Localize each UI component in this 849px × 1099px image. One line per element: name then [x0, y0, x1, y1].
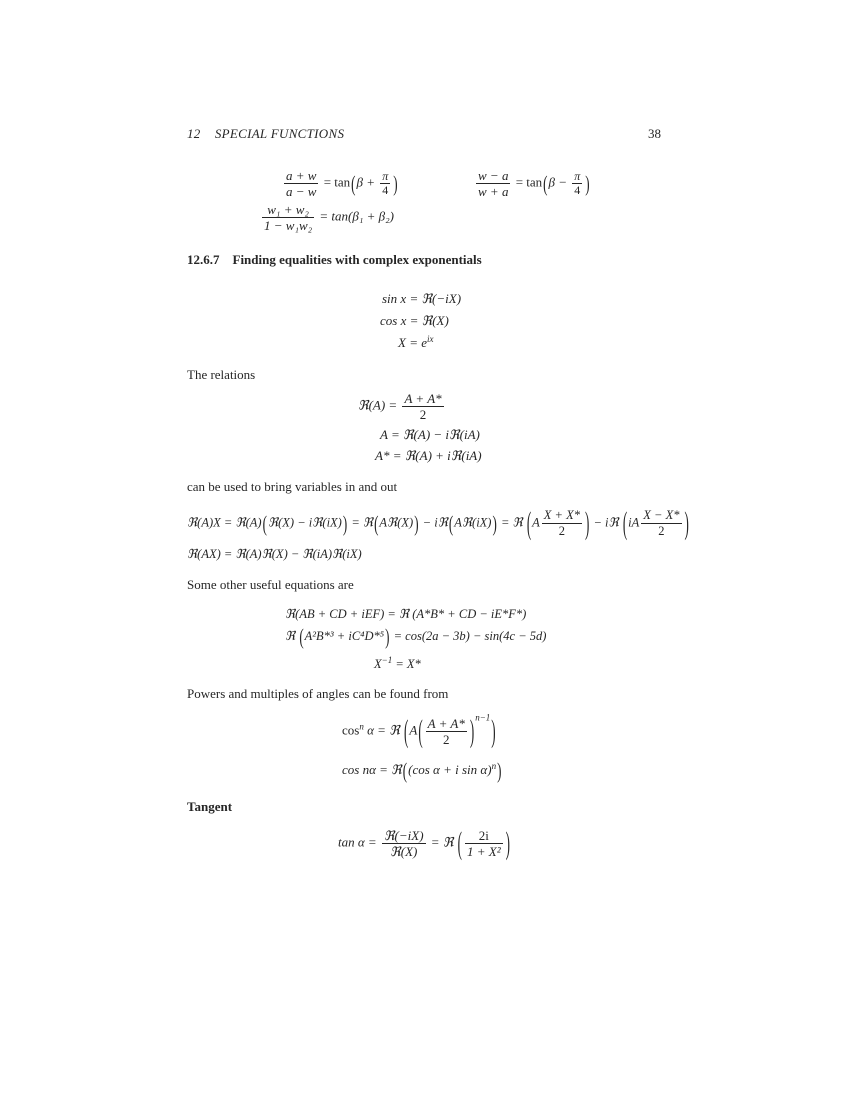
long-eq-part-g: = ℜ	[500, 515, 523, 530]
cos-power-denominator: 2	[443, 732, 450, 747]
eq2-pi: π	[574, 169, 581, 183]
equation-re-powers: ℜ (A²B*³ + iC⁴D*⁵) = cos(2a − 3b) − sin(4c − 5d)	[285, 623, 547, 650]
long-eq-part-j: iA	[628, 515, 640, 530]
equation-a-decomp: A = ℜ(A) − iℜ(iA)	[380, 427, 480, 442]
cos-multiple-inner: (cos α + i sin α)	[408, 762, 492, 777]
eq1-numerator: a + w	[286, 168, 317, 183]
equation-real-part	[358, 391, 446, 422]
long-eq-part-b: ℜ(X) − iℜ(iX)	[267, 515, 342, 530]
equation-x-exp	[398, 335, 433, 351]
tangent-numerator-1: ℜ(−iX)	[383, 828, 424, 843]
text-other-equations: Some other useful equations are	[187, 577, 354, 592]
equation-sin-x: sin x = ℜ(−iX)	[382, 291, 462, 306]
eq1-tan: = tan	[323, 174, 351, 190]
section-heading	[187, 252, 482, 268]
equation-long-identity: ℜ(A)X = ℜ(A)(ℜ(X) − iℜ(iX)) = ℜ(Aℜ(X)) − iℜ(Aℜ(iX)) = ℜ (A $\frac{X + X*}{2}$ ) − iℜ (iA $\frac{X - X*}{2}$ )	[187, 504, 689, 541]
cos-power-a: A	[409, 722, 418, 738]
running-header	[187, 126, 344, 142]
eq3-numerator: w₁ + w₂	[262, 202, 314, 218]
eq2-numerator: w − a	[478, 168, 509, 183]
long-eq-part-i: − iℜ	[593, 515, 619, 530]
equation-tan-sum: $\frac{a + w}{a - w}$ = tan(β + $\frac{\pi}{4}$ )	[286, 168, 398, 199]
re-powers-rhs: = cos(2a − 3b) − sin(4c − 5d)	[393, 629, 547, 643]
re-a-denominator: 2	[419, 407, 427, 422]
eq2-arg: β −	[548, 174, 568, 190]
equation-cos-x: cos x = ℜ(X)	[380, 313, 449, 328]
cos-power-sup: n	[359, 721, 364, 732]
long-eq-part-c: = ℜ	[351, 515, 374, 530]
x-inverse-rhs: = X*	[395, 657, 421, 671]
x-exp-sup: ix	[426, 334, 434, 344]
cos-power-cos: cos	[342, 722, 360, 738]
equation-x-inverse	[374, 657, 421, 672]
long-eq-part-h: A	[532, 515, 540, 530]
cos-power-alpha: α = ℜ	[367, 722, 400, 738]
x-exp-base: X = e	[398, 335, 427, 350]
chapter-number: 12	[187, 126, 201, 141]
long-eq-den1: 2	[558, 524, 566, 538]
long-eq-den2: 2	[658, 524, 665, 538]
section-number: 12.6.7	[187, 252, 220, 267]
tangent-mid: = ℜ	[430, 834, 454, 850]
cos-power-exponent: n−1	[475, 712, 491, 723]
eq2-denominator: w + a	[478, 184, 509, 199]
equation-tan-diff: $\frac{w - a}{w + a}$ = tan(β − $\frac{\pi}{4}$ )	[478, 168, 590, 199]
re-a-numerator: A + A*	[404, 391, 442, 406]
long-eq-part-e: − iℜ	[422, 515, 448, 530]
eq2-four: 4	[574, 183, 581, 197]
long-eq-part-a: ℜ(A)X = ℜ(A)	[187, 515, 262, 530]
re-a-lhs: ℜ(A) =	[358, 397, 398, 413]
eq1-four: 4	[382, 183, 389, 197]
long-eq-part-d: Aℜ(X)	[379, 515, 414, 530]
eq1-pi: π	[382, 169, 389, 183]
section-title: Finding equalities with complex exponentials	[232, 252, 482, 267]
text-bring-variables: can be used to bring variables in and out	[187, 479, 398, 494]
cos-multiple-exp: n	[491, 761, 497, 771]
text-relations: The relations	[187, 367, 256, 382]
tangent-denominator-2: 1 + X²	[467, 844, 501, 859]
equation-re-product: ℜ(AX) = ℜ(A)ℜ(X) − ℜ(iA)ℜ(iX)	[187, 547, 362, 561]
equation-tan-beta-sum	[260, 202, 394, 233]
subheading-tangent: Tangent	[187, 799, 233, 814]
eq2-tan: = tan	[515, 174, 543, 190]
eq3-denominator: 1 − w₁w₂	[264, 218, 313, 233]
equation-cos-power: $\cos^n \alpha$ = ℜ (A( $\frac{A + A*}{2}$ )$^{n-1}$)	[342, 712, 496, 749]
tangent-numerator-2: 2i	[465, 828, 503, 844]
tangent-lhs: tan α =	[338, 834, 377, 850]
equation-a-conj: A* = ℜ(A) + iℜ(iA)	[375, 448, 482, 463]
chapter-title: SPECIAL FUNCTIONS	[214, 126, 345, 141]
page-number: 38	[648, 126, 661, 141]
tangent-denominator-1: ℜ(X)	[390, 844, 418, 859]
cos-multiple-lhs: cos nα = ℜ	[342, 762, 402, 777]
eq3-rhs: = tan(β₁ + β₂)	[319, 208, 394, 224]
long-eq-num1: X + X*	[543, 508, 581, 522]
re-powers-re: ℜ	[285, 629, 296, 643]
x-inverse-base: X	[374, 657, 382, 671]
long-eq-num2: X − X*	[643, 508, 680, 522]
eq1-arg: β +	[356, 174, 376, 190]
equation-tangent: tan α = $\frac{\text{ℜ(−iX)}}{\text{ℜ(X)}}$ = ℜ ( $\frac{2i}{\text{1 + X²}}$ )	[338, 824, 510, 861]
equation-cos-multiple: cos nα = ℜ((cos α + i sin α)$^n$)	[342, 757, 502, 783]
eq1-denominator: a − w	[286, 184, 317, 199]
equation-re-sum: ℜ(AB + CD + iEF) = ℜ (A*B* + CD − iE*F*)	[285, 607, 527, 621]
x-inverse-sup: −1	[381, 655, 393, 665]
cos-power-numerator: A + A*	[427, 716, 465, 731]
re-powers-inner: A²B*³ + iC⁴D*⁵	[304, 629, 385, 643]
long-eq-part-f: Aℜ(iX)	[454, 515, 492, 530]
text-powers-multiples: Powers and multiples of angles can be found from	[187, 686, 449, 701]
